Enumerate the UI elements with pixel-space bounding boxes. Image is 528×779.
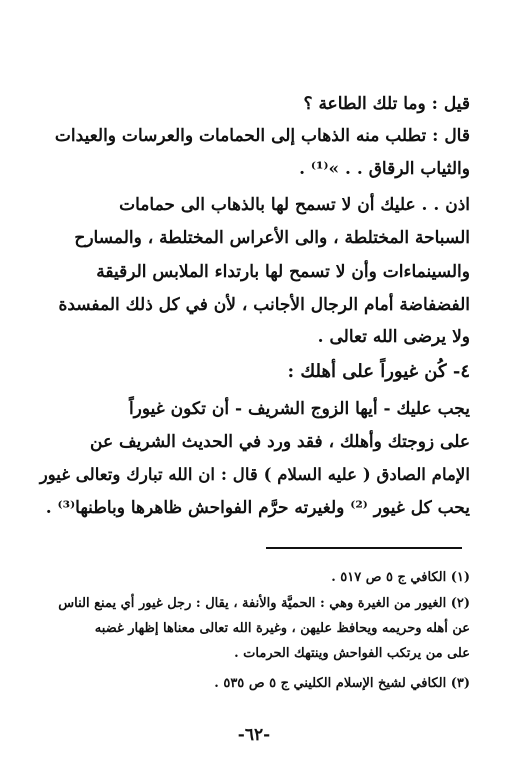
footnote: (١) الكافي ج ٥ ص ٥١٧ . [331, 570, 470, 585]
body-line: والسينماءات وأن لا تسمح لها بارتداء الملابس الرقيقة [96, 262, 470, 282]
body-line: السباحة المختلطة ، والى الأعراس المختلطة ، والمسارح [74, 228, 470, 248]
body-line: اذن . . عليك أن لا تسمح لها بالذهاب الى حمامات [119, 195, 470, 215]
body-line: قيل : وما تلك الطاعة ؟ [303, 94, 470, 114]
footnote-divider [266, 547, 462, 549]
body-line: والثياب الرقاق . . »⁽¹⁾ . [299, 159, 470, 179]
footnote: (٣) الكافي لشيخ الإسلام الكليني ج ٥ ص ٥٣٥ . [214, 676, 470, 691]
footnote: على من يرتكب الفواحش وينتهك الحرمات . [234, 646, 470, 661]
body-line: الإمام الصادق ( عليه السلام ) قال : ان الله تبارك وتعالى غيور [39, 464, 470, 484]
body-line: ولا يرضى الله تعالى . [317, 327, 470, 347]
body-line: الفضفاضة أمام الرجال الأجانب ، لأن في كل ذلك المفسدة [58, 295, 470, 315]
footnote: عن أهله وحريمه ويحافظ عليهن ، وغيرة الله تعالى معناها إظهار غضبه [94, 621, 470, 636]
footnote: (٢) الغيور من الغيرة وهي : الحميَّة والأنفة ، يقال : رجل غيور أي يمنع الناس [58, 596, 470, 611]
section-heading: ٤- كُن غيوراً على أهلك : [287, 361, 470, 382]
body-line: قال : تطلب منه الذهاب إلى الحمامات والعرسات والعيدات [54, 126, 470, 146]
body-line: يجب عليك - أيها الزوج الشريف - أن تكون غيوراً [128, 399, 470, 419]
body-line: على زوجتك وأهلك ، فقد ورد في الحديث الشريف عن [90, 432, 470, 452]
body-line: يحب كل غيور ⁽²⁾ ولغيرته حرَّم الفواحش ظاهرها وباطنها⁽³⁾ . [45, 498, 470, 518]
page-number: -٦٢- [237, 725, 271, 745]
